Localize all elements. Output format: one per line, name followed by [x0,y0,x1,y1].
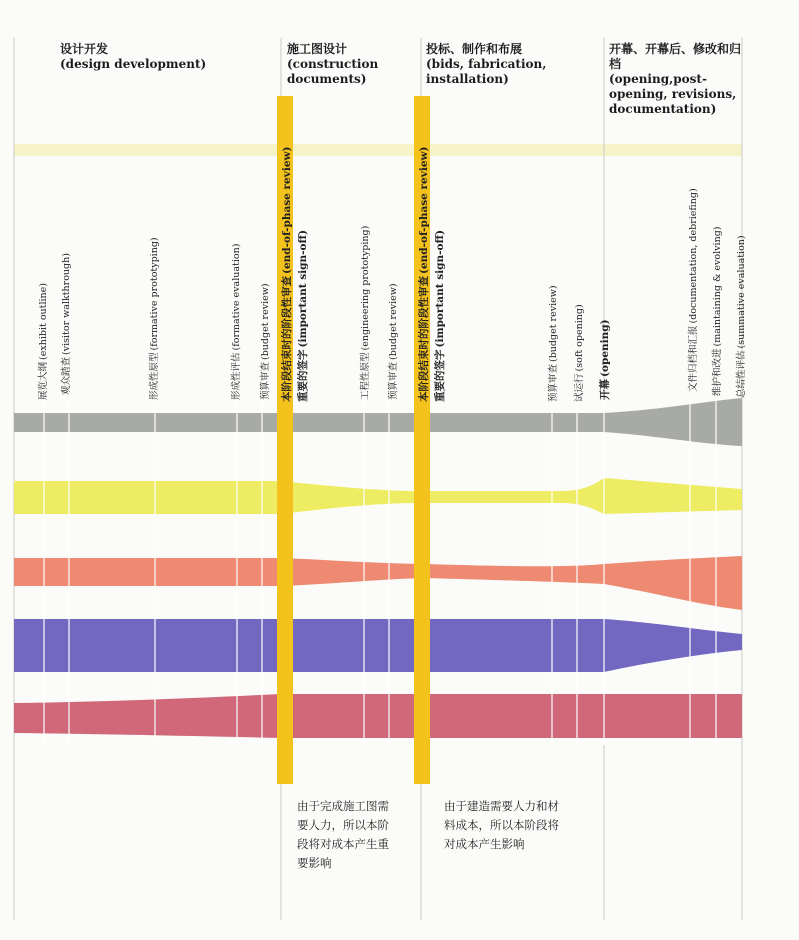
phase-title-zh: 投标、制作和布展 [426,42,523,56]
milestone-label: 预算审查(budget review) [388,283,399,400]
phase-header-design [60,42,206,72]
milestone-label: 形成性评估(formative evaluation) [231,243,242,400]
fabrication-cost-note: 由于建造需要人力和材 料成本，所以本阶段将 对成本产生影响 [444,799,559,851]
milestone-label: 文件归档和汇报(documentation, debriefing) [688,188,699,392]
phase-title-zh: 设计开发 [60,42,109,56]
milestone-label: 展览大纲(exhibit outline) [38,283,49,400]
phase-title-zh: 开幕、开幕后、修改和归档 [609,42,742,71]
milestone-label: 预算审查(budget review) [260,283,271,400]
phase-title-en: (construction documents) [287,57,379,86]
phase-title-en: (bids, fabrication, installation) [426,57,547,86]
milestone-label: 总结性评估(summative evaluation) [736,235,747,398]
phase-header-fabrication [426,42,566,87]
band-gray [14,398,742,446]
phase-title-en: (design development) [60,57,207,71]
milestone-label: 维护和改进(maintaining & evolving) [712,226,723,396]
band-purple [14,619,742,672]
top-strip [14,144,742,156]
phase-header-opening [609,42,741,117]
milestone-label-review: 本阶段结束时的阶段性审查(end-of-phase review) [281,146,293,402]
milestone-label: 形成性原型(formative prototyping) [149,237,160,400]
milestone-label: 工程性原型(engineering prototyping) [360,225,371,400]
milestone-label-opening: 开幕(opening) [599,319,611,400]
milestone-label-signoff: 重要的签字(important sign-off) [434,229,446,402]
milestone-label-signoff: 重要的签字(important sign-off) [297,229,309,402]
band-yellow [14,478,742,514]
band-orange [14,556,742,610]
band-red [14,694,742,738]
milestone-label: 观众踏查(visitor walkthrough) [61,253,72,395]
milestone-label: 试运行(soft opening) [574,304,585,402]
milestone-label: 预算审查(budget review) [548,285,559,402]
milestone-label-review: 本阶段结束时的阶段性审查(end-of-phase review) [418,146,430,402]
phase-title-en: (opening,post-opening, revisions, documentation) [609,72,737,116]
construction-cost-note: 由于完成施工图需 要人力，所以本阶 段将对成本产生重 要影响 [297,799,389,870]
phase-title-zh: 施工图设计 [287,42,348,56]
phase-header-construction [287,42,397,87]
